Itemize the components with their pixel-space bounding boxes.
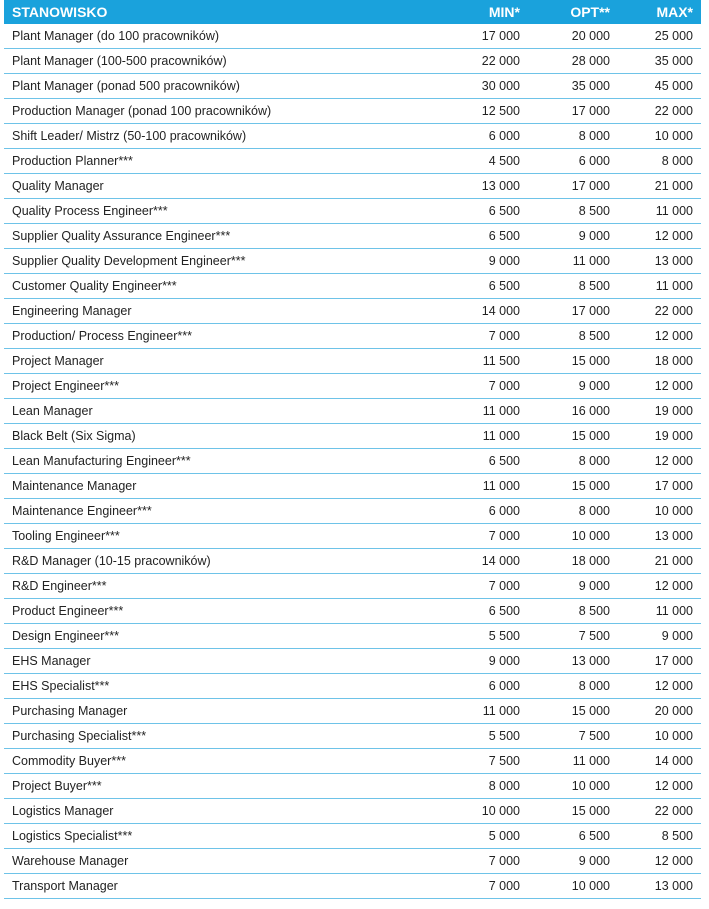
cell-position: Quality Process Engineer*** xyxy=(4,199,404,224)
cell-position: Plant Manager (do 100 pracowników) xyxy=(4,24,404,49)
cell-position: Production Manager (ponad 100 pracowników) xyxy=(4,99,404,124)
cell-min: 10 000 xyxy=(404,799,526,824)
cell-max: 12 000 xyxy=(612,849,701,874)
cell-max: 13 000 xyxy=(612,249,701,274)
cell-min: 7 000 xyxy=(404,849,526,874)
cell-opt: 9 000 xyxy=(526,849,612,874)
table-row xyxy=(4,749,701,774)
cell-min: 14 000 xyxy=(404,549,526,574)
cell-max: 22 000 xyxy=(612,299,701,324)
cell-max: 12 000 xyxy=(612,449,701,474)
table-row xyxy=(4,424,701,449)
table-row xyxy=(4,174,701,199)
cell-min: 6 000 xyxy=(404,124,526,149)
cell-opt: 8 500 xyxy=(526,199,612,224)
cell-max: 13 000 xyxy=(612,524,701,549)
cell-position: Production Planner*** xyxy=(4,149,404,174)
cell-position: Purchasing Manager xyxy=(4,699,404,724)
cell-min: 7 000 xyxy=(404,324,526,349)
cell-position: R&D Engineer*** xyxy=(4,574,404,599)
cell-opt: 20 000 xyxy=(526,24,612,49)
header-max: MAX* xyxy=(612,0,701,24)
cell-max: 12 000 xyxy=(612,674,701,699)
table-row xyxy=(4,524,701,549)
header-position: STANOWISKO xyxy=(4,0,404,24)
cell-position: Purchasing Specialist*** xyxy=(4,724,404,749)
cell-max: 45 000 xyxy=(612,74,701,99)
cell-max: 12 000 xyxy=(612,574,701,599)
cell-position: EHS Manager xyxy=(4,649,404,674)
cell-opt: 10 000 xyxy=(526,774,612,799)
cell-min: 6 500 xyxy=(404,199,526,224)
header-min: MIN* xyxy=(404,0,526,24)
table-row xyxy=(4,199,701,224)
table-row xyxy=(4,699,701,724)
cell-min: 7 000 xyxy=(404,874,526,899)
cell-opt: 15 000 xyxy=(526,424,612,449)
cell-max: 22 000 xyxy=(612,799,701,824)
cell-opt: 6 000 xyxy=(526,149,612,174)
cell-position: Maintenance Engineer*** xyxy=(4,499,404,524)
cell-opt: 7 500 xyxy=(526,624,612,649)
cell-position: Project Engineer*** xyxy=(4,374,404,399)
cell-opt: 13 000 xyxy=(526,649,612,674)
cell-max: 21 000 xyxy=(612,174,701,199)
cell-max: 13 000 xyxy=(612,874,701,899)
cell-opt: 8 500 xyxy=(526,274,612,299)
cell-opt: 11 000 xyxy=(526,749,612,774)
cell-min: 5 000 xyxy=(404,824,526,849)
cell-min: 11 000 xyxy=(404,424,526,449)
cell-max: 10 000 xyxy=(612,124,701,149)
table-body xyxy=(4,24,701,899)
table-row xyxy=(4,724,701,749)
cell-opt: 9 000 xyxy=(526,574,612,599)
cell-position: Production/ Process Engineer*** xyxy=(4,324,404,349)
cell-max: 22 000 xyxy=(612,99,701,124)
cell-min: 30 000 xyxy=(404,74,526,99)
cell-position: Black Belt (Six Sigma) xyxy=(4,424,404,449)
salary-table-container xyxy=(4,0,701,899)
table-row xyxy=(4,249,701,274)
cell-opt: 16 000 xyxy=(526,399,612,424)
cell-min: 22 000 xyxy=(404,49,526,74)
cell-opt: 15 000 xyxy=(526,474,612,499)
table-row xyxy=(4,149,701,174)
table-row xyxy=(4,774,701,799)
cell-min: 17 000 xyxy=(404,24,526,49)
table-row xyxy=(4,649,701,674)
cell-max: 12 000 xyxy=(612,224,701,249)
cell-max: 35 000 xyxy=(612,49,701,74)
cell-min: 5 500 xyxy=(404,724,526,749)
cell-opt: 17 000 xyxy=(526,174,612,199)
salary-table xyxy=(4,0,701,899)
table-row xyxy=(4,849,701,874)
table-row xyxy=(4,224,701,249)
table-row xyxy=(4,274,701,299)
table-row xyxy=(4,799,701,824)
cell-min: 11 000 xyxy=(404,699,526,724)
table-row xyxy=(4,499,701,524)
cell-position: Product Engineer*** xyxy=(4,599,404,624)
header-opt: OPT** xyxy=(526,0,612,24)
cell-max: 21 000 xyxy=(612,549,701,574)
cell-min: 11 000 xyxy=(404,474,526,499)
cell-position: Supplier Quality Development Engineer*** xyxy=(4,249,404,274)
cell-min: 9 000 xyxy=(404,649,526,674)
cell-opt: 35 000 xyxy=(526,74,612,99)
cell-max: 10 000 xyxy=(612,499,701,524)
cell-opt: 15 000 xyxy=(526,799,612,824)
table-row xyxy=(4,624,701,649)
cell-position: Design Engineer*** xyxy=(4,624,404,649)
cell-opt: 17 000 xyxy=(526,299,612,324)
cell-min: 9 000 xyxy=(404,249,526,274)
cell-max: 8 500 xyxy=(612,824,701,849)
cell-opt: 8 000 xyxy=(526,124,612,149)
table-row xyxy=(4,24,701,49)
cell-min: 7 000 xyxy=(404,524,526,549)
cell-max: 20 000 xyxy=(612,699,701,724)
table-row xyxy=(4,599,701,624)
cell-position: Project Buyer*** xyxy=(4,774,404,799)
cell-position: Logistics Specialist*** xyxy=(4,824,404,849)
cell-position: Supplier Quality Assurance Engineer*** xyxy=(4,224,404,249)
cell-opt: 11 000 xyxy=(526,249,612,274)
cell-position: EHS Specialist*** xyxy=(4,674,404,699)
cell-min: 6 500 xyxy=(404,599,526,624)
cell-opt: 8 000 xyxy=(526,674,612,699)
cell-min: 13 000 xyxy=(404,174,526,199)
cell-opt: 8 000 xyxy=(526,449,612,474)
cell-opt: 15 000 xyxy=(526,699,612,724)
table-header xyxy=(4,0,701,24)
cell-min: 11 500 xyxy=(404,349,526,374)
cell-min: 6 000 xyxy=(404,499,526,524)
cell-min: 6 500 xyxy=(404,274,526,299)
cell-position: Plant Manager (ponad 500 pracowników) xyxy=(4,74,404,99)
header-row xyxy=(4,0,701,24)
cell-opt: 8 500 xyxy=(526,324,612,349)
table-row xyxy=(4,99,701,124)
cell-position: Commodity Buyer*** xyxy=(4,749,404,774)
cell-max: 12 000 xyxy=(612,774,701,799)
table-row xyxy=(4,874,701,899)
cell-position: Tooling Engineer*** xyxy=(4,524,404,549)
cell-max: 17 000 xyxy=(612,474,701,499)
cell-max: 12 000 xyxy=(612,374,701,399)
cell-max: 17 000 xyxy=(612,649,701,674)
cell-position: Plant Manager (100-500 pracowników) xyxy=(4,49,404,74)
table-row xyxy=(4,549,701,574)
cell-max: 9 000 xyxy=(612,624,701,649)
cell-max: 19 000 xyxy=(612,399,701,424)
cell-opt: 9 000 xyxy=(526,224,612,249)
cell-opt: 7 500 xyxy=(526,724,612,749)
cell-position: Lean Manager xyxy=(4,399,404,424)
cell-max: 14 000 xyxy=(612,749,701,774)
table-row xyxy=(4,824,701,849)
table-row xyxy=(4,449,701,474)
cell-min: 5 500 xyxy=(404,624,526,649)
table-row xyxy=(4,299,701,324)
cell-min: 6 000 xyxy=(404,674,526,699)
cell-max: 8 000 xyxy=(612,149,701,174)
cell-opt: 8 000 xyxy=(526,499,612,524)
table-row xyxy=(4,474,701,499)
cell-opt: 17 000 xyxy=(526,99,612,124)
cell-min: 8 000 xyxy=(404,774,526,799)
cell-position: Shift Leader/ Mistrz (50-100 pracowników) xyxy=(4,124,404,149)
cell-max: 12 000 xyxy=(612,324,701,349)
cell-opt: 6 500 xyxy=(526,824,612,849)
table-row xyxy=(4,324,701,349)
cell-max: 10 000 xyxy=(612,724,701,749)
cell-max: 25 000 xyxy=(612,24,701,49)
cell-min: 6 500 xyxy=(404,449,526,474)
cell-opt: 10 000 xyxy=(526,524,612,549)
table-row xyxy=(4,74,701,99)
cell-position: Transport Manager xyxy=(4,874,404,899)
cell-max: 11 000 xyxy=(612,599,701,624)
cell-min: 14 000 xyxy=(404,299,526,324)
cell-position: Quality Manager xyxy=(4,174,404,199)
cell-max: 19 000 xyxy=(612,424,701,449)
table-row xyxy=(4,674,701,699)
table-row xyxy=(4,49,701,74)
cell-opt: 18 000 xyxy=(526,549,612,574)
cell-position: Project Manager xyxy=(4,349,404,374)
cell-min: 7 000 xyxy=(404,374,526,399)
cell-min: 11 000 xyxy=(404,399,526,424)
cell-position: Customer Quality Engineer*** xyxy=(4,274,404,299)
cell-opt: 10 000 xyxy=(526,874,612,899)
cell-opt: 28 000 xyxy=(526,49,612,74)
cell-position: Maintenance Manager xyxy=(4,474,404,499)
cell-position: R&D Manager (10-15 pracowników) xyxy=(4,549,404,574)
cell-max: 11 000 xyxy=(612,274,701,299)
table-row xyxy=(4,124,701,149)
cell-position: Engineering Manager xyxy=(4,299,404,324)
cell-max: 18 000 xyxy=(612,349,701,374)
cell-min: 7 500 xyxy=(404,749,526,774)
cell-min: 12 500 xyxy=(404,99,526,124)
cell-min: 6 500 xyxy=(404,224,526,249)
cell-min: 4 500 xyxy=(404,149,526,174)
cell-position: Warehouse Manager xyxy=(4,849,404,874)
cell-position: Lean Manufacturing Engineer*** xyxy=(4,449,404,474)
table-row xyxy=(4,349,701,374)
cell-opt: 8 500 xyxy=(526,599,612,624)
table-row xyxy=(4,574,701,599)
table-row xyxy=(4,374,701,399)
cell-position: Logistics Manager xyxy=(4,799,404,824)
cell-min: 7 000 xyxy=(404,574,526,599)
table-row xyxy=(4,399,701,424)
cell-opt: 9 000 xyxy=(526,374,612,399)
cell-max: 11 000 xyxy=(612,199,701,224)
cell-opt: 15 000 xyxy=(526,349,612,374)
